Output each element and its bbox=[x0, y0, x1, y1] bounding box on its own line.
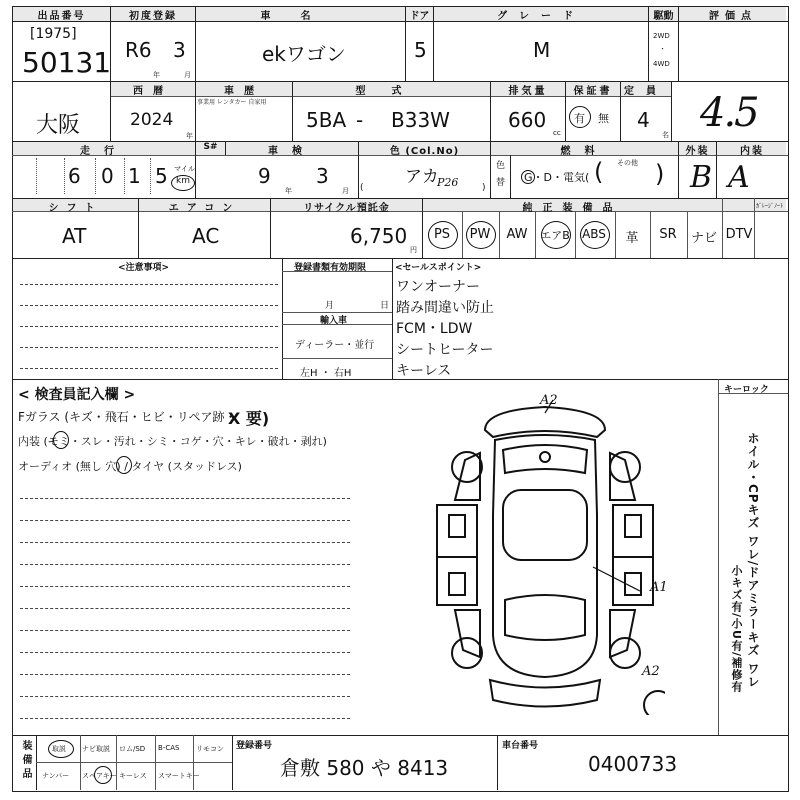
history-sub: 事業用 レンタカー 自家用 bbox=[197, 99, 267, 106]
left-mirror bbox=[449, 515, 465, 537]
sa-label: S# bbox=[203, 142, 218, 152]
footer-item: ナンバー bbox=[42, 772, 70, 780]
close-paren: ) bbox=[482, 183, 486, 193]
footer-item: B-CAS bbox=[158, 744, 180, 752]
equip-aw: AW bbox=[506, 227, 528, 242]
legend-vertical: ホイル・CPキズ ワレ/ドアミラーキズ ワレ bbox=[746, 432, 760, 689]
right-front-door bbox=[613, 505, 653, 557]
inspection-title: < 検査員記入欄 > bbox=[18, 387, 136, 403]
car-name: ekワゴン bbox=[262, 42, 346, 66]
equipment-label: 純正装備品 bbox=[522, 203, 623, 214]
right-rear-wheel bbox=[610, 638, 640, 668]
warranty-no: 無 bbox=[598, 112, 609, 125]
reg-doc-label: 登録書類有効期限 bbox=[294, 263, 367, 273]
open-paren: ( bbox=[360, 183, 364, 193]
mileage-digit: 0 bbox=[101, 164, 114, 188]
mileage-label: 走行 bbox=[80, 146, 128, 157]
sales-point: ワンオーナー bbox=[396, 279, 480, 295]
inspection-fglass-mark: X 要) bbox=[228, 409, 270, 428]
legend-vertical-2: 小キズ有/小U有/補修有 bbox=[730, 565, 743, 693]
grade: M bbox=[533, 38, 551, 62]
dealer-label: ディーラー・並行 bbox=[295, 340, 375, 351]
front-emblem bbox=[540, 452, 550, 462]
left-rear-handle bbox=[449, 573, 465, 595]
registration-era: R6 bbox=[125, 38, 152, 62]
footer-item: キーレス bbox=[119, 772, 147, 780]
footer-item: 取説 bbox=[52, 745, 66, 753]
interior-grade: A bbox=[728, 160, 750, 195]
plate-number: 倉敷 580 や 8413 bbox=[280, 756, 449, 780]
right-rear-fender bbox=[610, 610, 635, 657]
equip-sunroof: SR bbox=[659, 227, 677, 242]
mileage-digit: 6 bbox=[68, 164, 81, 188]
door-label: ドア bbox=[409, 11, 430, 22]
reg-doc-month: 月 bbox=[325, 301, 335, 311]
mark-rear: A2 bbox=[642, 664, 660, 679]
model-code: B33W bbox=[391, 108, 450, 132]
rear-window bbox=[505, 595, 585, 640]
footer-item: ロム/SD bbox=[119, 745, 146, 753]
equipment-items-label: 装備品 bbox=[20, 740, 31, 782]
chassis-number: 0400733 bbox=[588, 752, 678, 776]
fuel-paren: ( bbox=[594, 158, 604, 186]
model-prefix: 5BA bbox=[306, 108, 347, 132]
capacity-label: 定員 bbox=[624, 86, 668, 97]
warranty-yes: 有 bbox=[574, 112, 585, 125]
model-dash: - bbox=[356, 108, 364, 132]
lot-number: 50131 bbox=[22, 46, 112, 79]
equip-navi: ナビ bbox=[690, 231, 717, 246]
left-front-fender bbox=[455, 453, 480, 500]
capacity-unit: 名 bbox=[662, 131, 669, 139]
right-front-wheel bbox=[610, 452, 640, 482]
doors: 5 bbox=[414, 38, 427, 62]
color: アカ bbox=[405, 167, 439, 187]
mileage-digit: 1 bbox=[128, 164, 141, 188]
drive-2wd: 2WD bbox=[653, 32, 670, 40]
sales-point: キーレス bbox=[396, 363, 452, 379]
right-mirror bbox=[625, 515, 641, 537]
yen-unit: 円 bbox=[410, 246, 417, 254]
import-label: 輸入車 bbox=[320, 316, 348, 326]
lot-number-label: 出品番号 bbox=[37, 11, 86, 22]
western-year: 2024 bbox=[130, 110, 174, 130]
shift: AT bbox=[62, 224, 87, 248]
model-label: 型式 bbox=[355, 86, 428, 97]
shaken-month-unit: 月 bbox=[342, 187, 349, 195]
first-registration-label: 初度登録 bbox=[129, 11, 177, 22]
sales-point: シートヒーター bbox=[396, 342, 494, 358]
equip-pw: PW bbox=[469, 227, 491, 242]
left-rear-wheel bbox=[452, 638, 482, 668]
chassis-label: 車台番号 bbox=[502, 741, 539, 751]
footer-item: リモコン bbox=[196, 745, 224, 753]
sales-label: <セールスポイント> bbox=[395, 263, 482, 273]
key-lock-label: キーロック bbox=[724, 385, 769, 395]
equip-dtv: DTV bbox=[725, 227, 753, 242]
color-label: 色 (Col.No) bbox=[389, 146, 460, 157]
rear-bumper bbox=[490, 680, 600, 707]
left-front-door bbox=[437, 505, 477, 557]
lot-prefix: [1975] bbox=[30, 26, 77, 42]
front-bumper bbox=[485, 407, 605, 437]
aircon: AC bbox=[192, 224, 220, 248]
plate-label: 登録番号 bbox=[236, 741, 273, 751]
displacement-label: 排気量 bbox=[508, 86, 548, 97]
fuel-close: ) bbox=[655, 160, 665, 188]
shift-label: シフト bbox=[48, 203, 103, 214]
capacity: 4 bbox=[637, 108, 650, 132]
repaint-label: 色替 bbox=[494, 160, 504, 194]
warranty-label: 保証書 bbox=[573, 86, 613, 97]
drive-label: 駆動 bbox=[653, 11, 674, 22]
shaken-month: 3 bbox=[316, 164, 329, 188]
month-unit: 月 bbox=[184, 71, 191, 79]
registration-month: 3 bbox=[173, 38, 186, 62]
grade-label: グレード bbox=[497, 11, 585, 22]
left-rear-fender bbox=[455, 610, 480, 657]
footer-item: スペアキー bbox=[82, 772, 117, 780]
shaken-label: 車検 bbox=[268, 146, 316, 157]
shaken-year-unit: 年 bbox=[285, 187, 292, 195]
western-year-label: 西暦 bbox=[133, 86, 173, 97]
mile-unit: マイル bbox=[174, 165, 195, 173]
km-unit: km bbox=[176, 176, 190, 186]
right-rear-door bbox=[613, 557, 653, 605]
mark-right: A1 bbox=[650, 580, 668, 595]
recycle-deposit: 6,750 bbox=[350, 224, 408, 248]
handle-label: 左H ・ 右H bbox=[300, 368, 352, 379]
roof bbox=[503, 490, 587, 560]
drive-4wd: 4WD bbox=[653, 60, 670, 68]
mark-leader-right bbox=[593, 567, 640, 591]
sales-point: FCM・LDW bbox=[396, 321, 473, 337]
footer-item: ナビ取説 bbox=[82, 745, 110, 753]
color-number: P26 bbox=[437, 176, 459, 189]
inspection-fglass: Fガラス (キズ・飛石・ヒビ・リペア跡・ bbox=[18, 410, 237, 424]
cc-unit: cc bbox=[553, 129, 561, 137]
overall-score: 4.5 bbox=[700, 90, 758, 136]
recycle-label: リサイクル預託金 bbox=[303, 203, 390, 214]
area: 大阪 bbox=[36, 113, 81, 138]
equip-leather: 革 bbox=[625, 231, 639, 246]
shaken-year: 9 bbox=[258, 164, 271, 188]
exterior-grade: B bbox=[690, 160, 713, 195]
aircon-label: エアコン bbox=[168, 203, 241, 214]
western-year-unit: 年 bbox=[186, 132, 193, 140]
left-rear-door bbox=[437, 557, 477, 605]
inspection-audio: オーディオ (無し 穴) / タイヤ (スタッドレス) bbox=[18, 460, 242, 473]
mark-front: A2 bbox=[540, 393, 558, 408]
car-diagram bbox=[425, 395, 665, 715]
spare-wheel bbox=[644, 691, 665, 715]
inspection-interior: 内装 (モミ・スレ・汚れ・シミ・コゲ・穴・キレ・破れ・剥れ) bbox=[18, 435, 327, 448]
fuel-label: 燃料 bbox=[560, 146, 609, 157]
hood bbox=[503, 445, 587, 473]
reg-doc-day: 日 bbox=[380, 301, 390, 311]
equip-ps: PS bbox=[433, 227, 451, 242]
sales-point: 踏み間違い防止 bbox=[396, 300, 494, 316]
score-label: 評価点 bbox=[709, 11, 757, 22]
fuel-options: G・D・電気( bbox=[524, 171, 590, 184]
footer-item: スマートキー bbox=[158, 772, 200, 780]
year-unit: 年 bbox=[153, 71, 160, 79]
car-name-label: 車名 bbox=[260, 11, 341, 22]
caution-label: <注意事項> bbox=[118, 263, 170, 273]
equip-airbag: エアB bbox=[540, 229, 570, 242]
history-label: 車歴 bbox=[224, 86, 264, 97]
garage-label: ｶﾞﾚｰｼﾞﾉｰﾄ bbox=[756, 203, 784, 210]
drive-dot: ・ bbox=[659, 45, 666, 53]
left-front-wheel bbox=[452, 452, 482, 482]
exterior-label: 外装 bbox=[685, 146, 710, 157]
equip-abs: ABS bbox=[582, 227, 606, 241]
interior-label: 内装 bbox=[740, 146, 764, 157]
mileage-digit: 5 bbox=[155, 164, 168, 188]
fuel-other: その他 bbox=[617, 159, 638, 167]
displacement: 660 bbox=[508, 108, 547, 132]
